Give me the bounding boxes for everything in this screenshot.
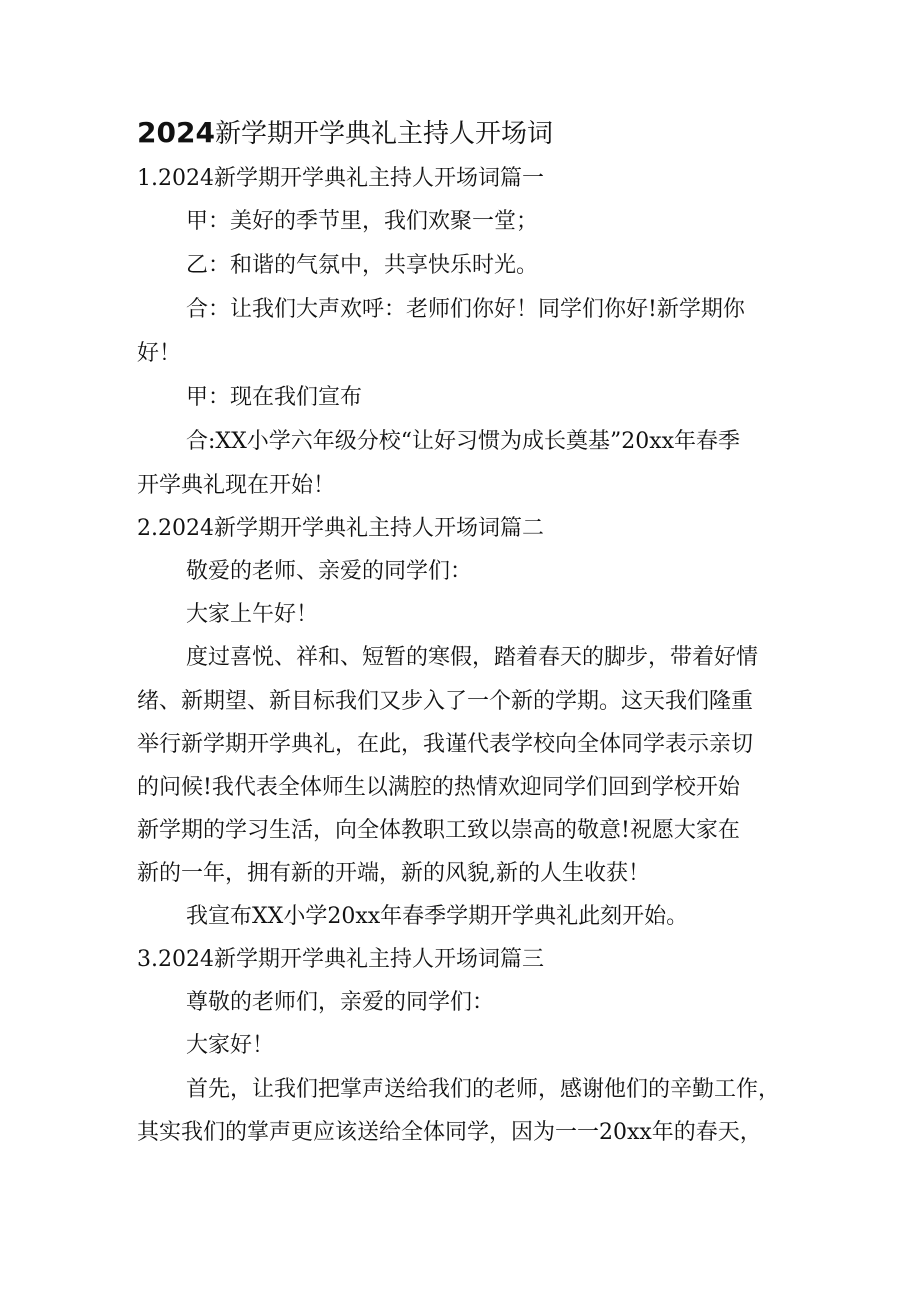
paragraph-line: 的问候!我代表全体师生以满腔的热情欢迎同学们回到学校开始: [137, 775, 740, 800]
paragraph-line: 开学典礼现在开始！: [137, 473, 336, 498]
paragraph-line: 合:XX小学六年级分校“让好习惯为成长奠基”20xx年春季: [186, 429, 741, 454]
paragraph-line: 其实我们的掌声更应该送给全体同学，因为一一20xx年的春天，: [137, 1120, 762, 1145]
paragraph-line: 举行新学期开学典礼，在此，我谨代表学校向全体同学表示亲切: [137, 732, 754, 757]
title-year: 2024: [137, 116, 215, 149]
section-heading: 1.2024新学期开学典礼主持人开场词篇一: [137, 166, 544, 191]
paragraph-line: 首先，让我们把掌声送给我们的老师，感谢他们的辛勤工作，: [186, 1077, 781, 1102]
paragraph-line: 大家上午好！: [186, 602, 319, 627]
paragraph-line: 尊敬的老师们，亲爱的同学们：: [186, 990, 495, 1015]
paragraph-line: 甲：现在我们宣布: [186, 385, 363, 410]
paragraph-line: 绪、新期望、新目标我们又步入了一个新的学期。这天我们隆重: [137, 689, 754, 714]
paragraph-line: 敬爱的老师、亲爱的同学们：: [186, 559, 473, 584]
title-text: 新学期开学典礼主持人开场词: [214, 119, 553, 149]
section-heading: 3.2024新学期开学典礼主持人开场词篇三: [137, 947, 544, 972]
paragraph-line: 大家好！: [186, 1033, 275, 1058]
paragraph-line: 甲：美好的季节里，我们欢聚一堂；: [186, 209, 539, 234]
paragraph-line: 新学期的学习生活，向全体教职工致以崇高的敬意!祝愿大家在: [137, 818, 740, 843]
paragraph-line: 乙：和谐的气氛中，共享快乐时光。: [186, 253, 539, 278]
paragraph-line: 好！: [137, 341, 182, 366]
paragraph-line: 新的一年，拥有新的开端，新的风貌,新的人生收获！: [137, 861, 650, 886]
paragraph-line: 合：让我们大声欢呼：老师们你好！同学们你好!新学期你: [186, 297, 745, 322]
paragraph-line: 我宣布XX小学20xx年春季学期开学典礼此刻开始。: [186, 904, 689, 929]
section-heading: 2.2024新学期开学典礼主持人开场词篇二: [137, 516, 544, 541]
page-title: [137, 116, 553, 151]
paragraph-line: 度过喜悦、祥和、短暂的寒假，踏着春天的脚步，带着好情: [186, 645, 759, 670]
